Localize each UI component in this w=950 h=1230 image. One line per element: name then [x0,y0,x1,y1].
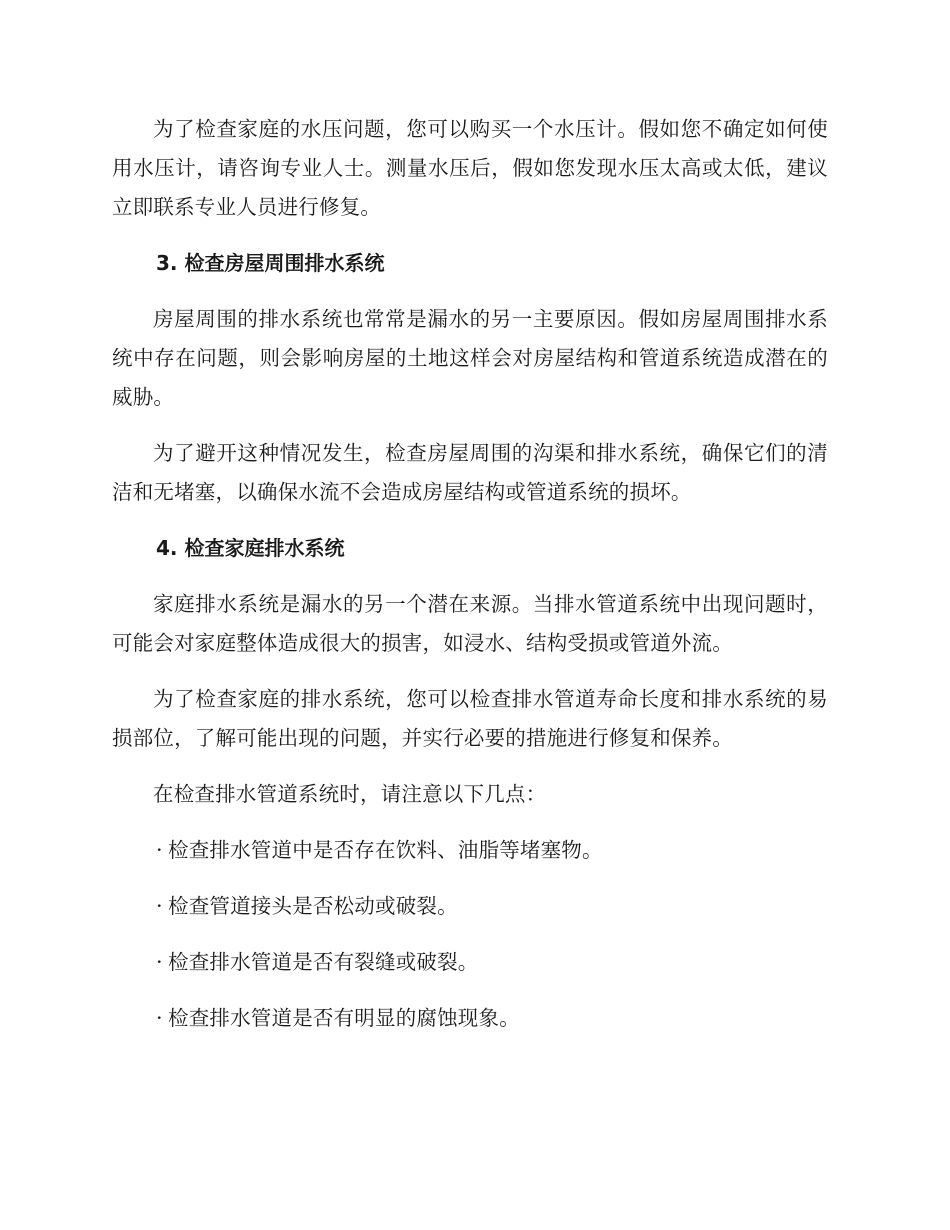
spacer [112,663,828,680]
bullet-marker: · [156,838,163,862]
spacer [112,982,828,999]
list-item [112,999,828,1038]
list-item [112,887,828,926]
list-item-text: 检查管道接头是否松动或破裂。 [168,894,458,918]
spacer [112,568,828,585]
list-item-text: 检查排水管道是否有裂缝或破裂。 [168,950,479,974]
spacer [112,926,828,943]
spacer [112,758,828,775]
spacer [112,814,828,831]
bullet-marker: · [156,1006,163,1030]
list-item [112,831,828,870]
list-item-text: 检查排水管道是否有明显的腐蚀现象。 [168,1006,520,1030]
heading-section-3: 3. 检查房屋周围排水系统 [156,251,385,275]
list-item-text: 检查排水管道中是否存在饮料、油脂等堵塞物。 [168,838,603,862]
heading-section-4: 4. 检查家庭排水系统 [156,536,345,560]
spacer [112,870,828,887]
spacer [112,512,828,529]
bullet-marker: · [156,950,163,974]
spacer [112,283,828,300]
bullet-marker: · [156,894,163,918]
paragraph-avoid-damage: 为了避开这种情况发生，检查房屋周围的沟渠和排水系统，确保它们的清洁和无堵塞，以确保水流不会造成房屋结构或管道系统的损坏。 [112,441,828,504]
paragraph-water-pressure: 为了检查家庭的水压问题，您可以购买一个水压计。假如您不确定如何使用水压计，请咨询专业人士。测量水压后，假如您发现水压太高或太低，建议立即联系专业人员进行修复。 [112,117,828,219]
list-item [112,943,828,982]
document-page [112,110,828,1038]
paragraph-surrounding-drainage: 房屋周围的排水系统也常常是漏水的另一主要原因。假如房屋周围排水系统中存在问题，则会影响房屋的土地这样会对房屋结构和管道系统造成潜在的威胁。 [112,307,828,409]
paragraph-home-drainage: 家庭排水系统是漏水的另一个潜在来源。当排水管道系统中出现问题时，可能会对家庭整体造成很大的损害，如浸水、结构受损或管道外流。 [112,592,828,655]
spacer [112,227,828,244]
paragraph-check-drainage: 为了检查家庭的排水系统，您可以检查排水管道寿命长度和排水系统的易损部位，了解可能出现的问题，并实行必要的措施进行修复和保养。 [112,687,828,750]
spacer [112,417,828,434]
paragraph-notes-intro: 在检查排水管道系统时，请注意以下几点： [153,782,547,806]
